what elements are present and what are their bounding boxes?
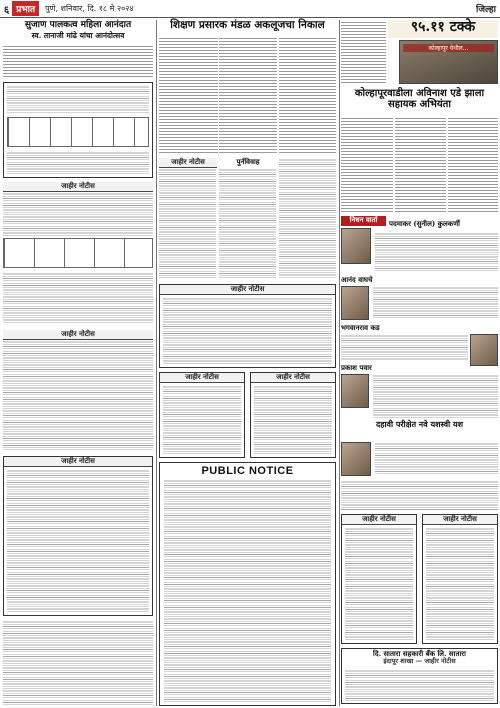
public-notice-box (159, 462, 336, 706)
student-photo (341, 442, 371, 476)
headline-mandhe: स्व. तानाजी मांढे यांचा आनंदोत्सव (31, 30, 125, 40)
newspaper-logo: प्रभात (12, 1, 39, 16)
notice-body-2 (3, 340, 153, 450)
notice-body-1 (3, 192, 153, 236)
obit-photo-3 (470, 334, 498, 366)
notice-title-2: जाहीर नोटीस (3, 330, 153, 340)
article-akluj-col-c (279, 36, 336, 154)
notice-right-a: जाहीर नोटीस (341, 514, 417, 644)
page-number: ६ (4, 4, 10, 16)
notice-box-3 (3, 456, 153, 616)
public-notice-title: PUBLIC NOTICE (201, 465, 294, 477)
column-inner-right (341, 420, 498, 706)
obit-name-2: आनंद वाघचे (341, 275, 373, 284)
issue-date: पुणे, शनिवार, दि. १८ मे २०२४ (45, 4, 134, 13)
obit-photo-4 (341, 374, 369, 408)
article-body (3, 44, 153, 78)
notice-wide: जाहीर नोटीस (159, 284, 336, 368)
obit-name-1: पदमाकर (सुनील) कुलकर्णी (389, 219, 460, 228)
obituary-band: निधन वार्ता (341, 216, 386, 226)
notice-title-1: जाहीर नोटीस (3, 182, 153, 192)
obit-name-4: प्रकाश पवार (341, 363, 372, 372)
obit-photo-2 (341, 286, 369, 320)
headline-women-joy: सुजाण पालकत्व महिला आनंदात (24, 20, 132, 30)
notice-box-1 (3, 82, 153, 178)
news-photo: कोल्हापूर येथील... (399, 40, 498, 84)
headline-tenth-results: दहावी परीक्षेत नवे यशस्वी यश (375, 419, 464, 429)
percent-banner: ९५.११ टक्के (388, 20, 498, 38)
headline-akluj-result: शिक्षण प्रसारक मंडळ अकलूजचा निकाल (170, 19, 325, 31)
notice-pair-a: जाहीर नोटीस (159, 372, 245, 458)
headline-kolhapur: कोल्हापूरवाडीला अविनाश एडे झाला सहायक अभियंता (354, 88, 485, 110)
subhead-remarriage: पुर्नविवाह (236, 157, 260, 166)
notice-pair-b: जाहीर नोटीस (250, 372, 336, 458)
masthead (0, 0, 500, 18)
bank-notice: दि. सातारा सहकारी बँक लि. सातारा इंदापूर शाखा — जाहीर नोटीस (341, 648, 498, 704)
column-left (3, 20, 153, 706)
section-name: जिल्हा (476, 5, 496, 15)
notice-right-b: जाहीर नोटीस (422, 514, 498, 644)
article-akluj-col-a (159, 36, 218, 154)
article-akluj-col-b (219, 36, 277, 154)
notice-title-center: जाहीर नोटीस (159, 158, 217, 168)
column-center (159, 20, 336, 706)
obit-photo-1 (341, 228, 371, 264)
notice-title-3: जाहीर नोटीस (4, 457, 152, 467)
obit-name-3: भगवानराव कड (341, 323, 380, 332)
